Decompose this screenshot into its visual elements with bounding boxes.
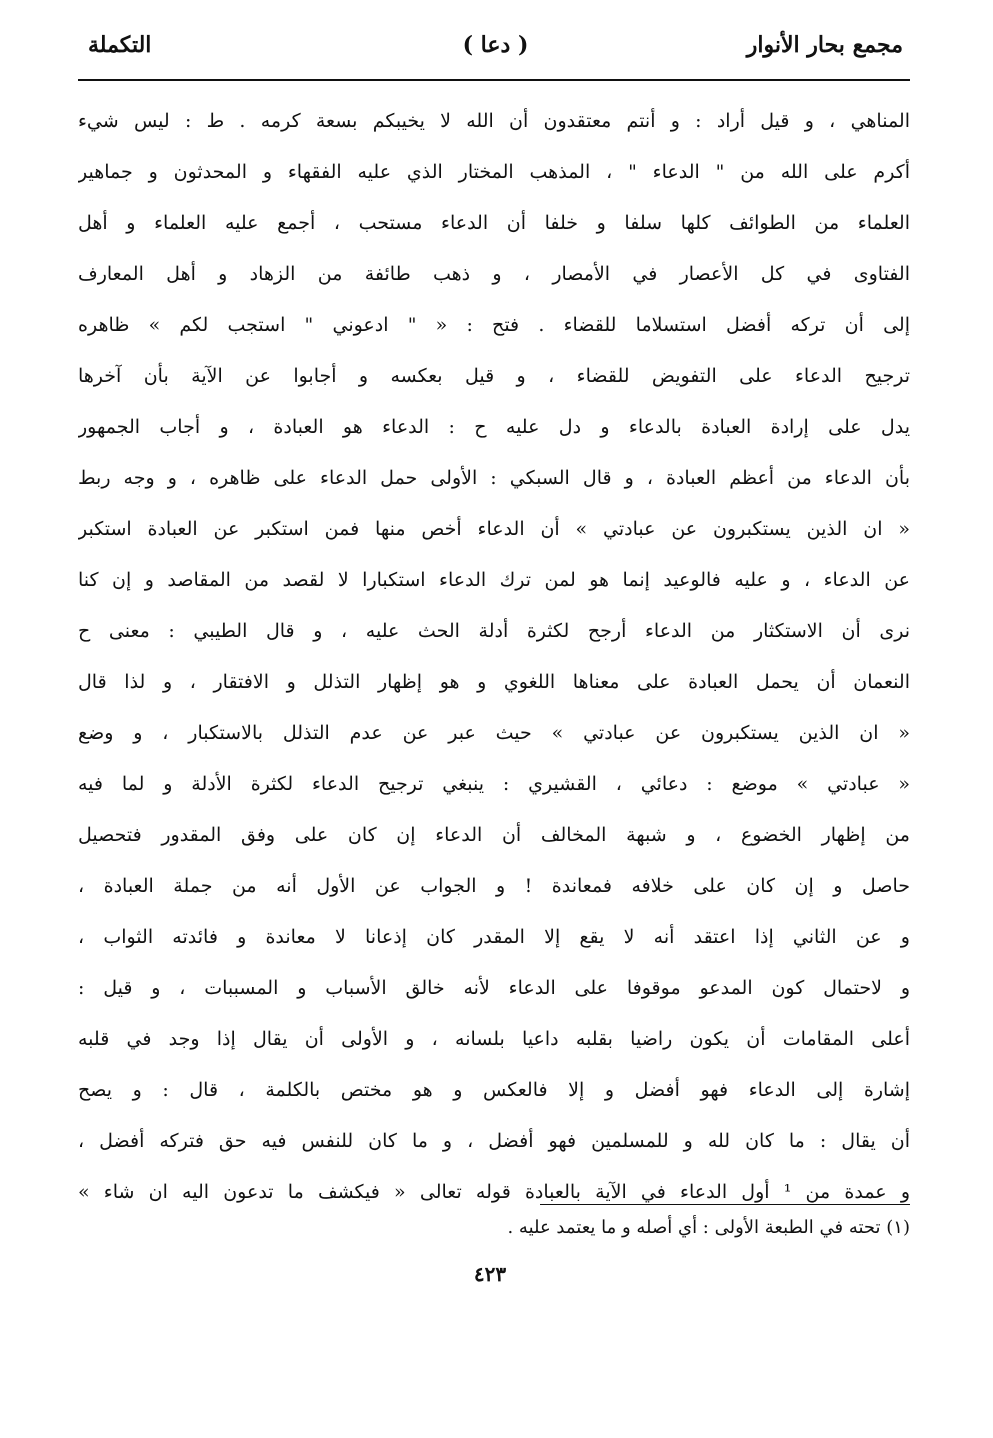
section-name: التكملة — [88, 32, 152, 58]
header-rule — [78, 79, 910, 81]
page-number: ٤٢٣ — [473, 1262, 507, 1286]
footnote-rule — [540, 1204, 910, 1205]
text-line: و عمدة من ¹ أول الدعاء في الآية بالعبادة قوله تعالى « فيكشف ما تدعون اليه ان شاء » — [78, 1181, 910, 1203]
text-line: و لاحتمال كون المدعو موقوفا على الدعاء لأنه خالق الأسباب و المسببات ، و قيل : — [78, 977, 910, 999]
main-text — [78, 96, 910, 1218]
text-line: ترجيح الدعاء على التفويض للقضاء ، و قيل بعكسه و أجابوا عن الآية بأن آخرها — [78, 365, 910, 387]
text-line: يدل على إرادة العبادة بالدعاء و دل عليه ح : الدعاء هو العبادة ، و أجاب الجمهور — [78, 416, 910, 438]
text-line: « ان الذين يستكبرون عن عبادتي » حيث عبر عن عدم التذلل بالاستكبار ، و وضع — [78, 722, 910, 744]
text-line: عن الدعاء ، و عليه فالوعيد إنما هو لمن ترك الدعاء استكبارا لا لقصد من المقاصد و إن كنا — [78, 569, 910, 591]
text-line: و عن الثاني إذا اعتقد أنه لا يقع إلا المقدر كان إذعانا لا معاندة و فائدته الثواب ، — [78, 926, 910, 948]
text-line: النعمان أن يحمل العبادة على معناها اللغوي و هو إظهار التذلل و الافتقار ، و لذا قال — [78, 671, 910, 693]
text-line: حاصل و إن كان على خلافه فمعاندة ! و الجواب عن الأول أنه من جملة العبادة ، — [78, 875, 910, 897]
text-line: إلى أن تركه أفضل استسلاما للقضاء . فتح : « " ادعوني " استجب لكم » ظاهره — [78, 314, 910, 336]
text-line: « عبادتي » موضع : دعائي ، القشيري : ينبغي ترجيح الدعاء لكثرة الأدلة و لما فيه — [78, 773, 910, 795]
text-line: « ان الذين يستكبرون عن عبادتي » أن الدعاء أخص منها فمن استكبر عن العبادة استكبر — [78, 518, 910, 540]
running-header — [88, 28, 903, 68]
text-line: المناهي ، و قيل أراد : و أنتم معتقدون أن الله لا يخيبكم بسعة كرمه . ط : ليس شيء — [78, 110, 910, 132]
text-line: الفتاوى في كل الأعصار في الأمصار ، و ذهب طائفة من الزهاد و أهل المعارف — [78, 263, 910, 285]
text-line: نرى أن الاستكثار من الدعاء أرجح لكثرة أدلة الحث عليه ، و قال الطيبي : معنى ح — [78, 620, 910, 642]
text-line: أن يقال : ما كان لله و للمسلمين فهو أفضل ، و ما كان للنفس فيه حق فتركه أفضل ، — [78, 1130, 910, 1152]
text-line: العلماء من الطوائف كلها سلفا و خلفا أن الدعاء مستحب ، أجمع عليه العلماء و أهل — [78, 212, 910, 234]
entry-heading: ( دعا ) — [462, 32, 529, 58]
text-line: إشارة إلى الدعاء فهو أفضل و إلا فالعكس و هو مختص بالكلمة ، قال : و يصح — [78, 1079, 910, 1101]
text-line: أعلى المقامات أن يكون راضيا بقلبه داعيا بلسانه ، و الأولى أن يقال إذا وجد في قلبه — [78, 1028, 910, 1050]
book-title: مجمع بحار الأنوار — [746, 32, 903, 58]
text-line: بأن الدعاء من أعظم العبادة ، و قال السبكي : الأولى حمل الدعاء على ظاهره ، و وجه ربط — [78, 467, 910, 489]
footnote: (١) تحته في الطبعة الأولى : أي أصله و ما يعتمد عليه . — [507, 1217, 910, 1238]
text-line: من إظهار الخضوع ، و شبهة المخالف أن الدعاء إن كان على وفق المقدور فتحصيل — [78, 824, 910, 846]
text-line: أكرم على الله من " الدعاء " ، المذهب المختار الذي عليه الفقهاء و المحدثون و جماهير — [78, 161, 910, 183]
